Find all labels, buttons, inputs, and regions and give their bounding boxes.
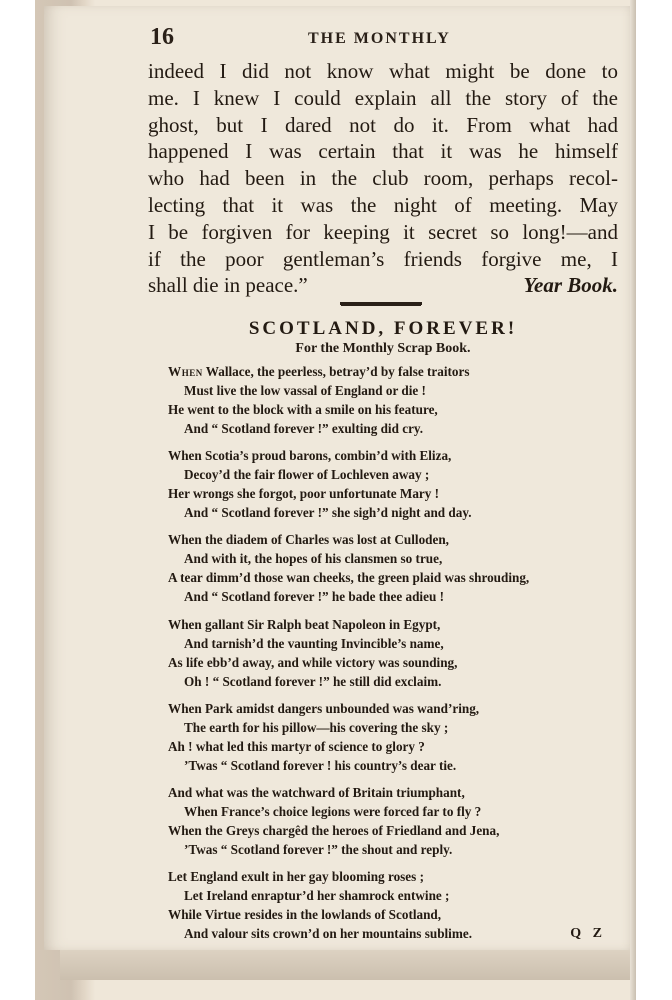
poem-verse: And valour sits crown’d on her mountains sublime.: [184, 926, 472, 942]
page-header: [150, 24, 610, 56]
poem-verse: When Scotia’s proud barons, combin’d with Eliza,: [168, 448, 452, 464]
poem-verse: Ah ! what led this martyr of science to glory ?: [168, 738, 425, 754]
prose-passage: [148, 58, 618, 299]
verse-text: Wallace, the peerless, betray’d by false traitors: [202, 364, 470, 379]
poem-verse: Decoy’d the fair flower of Lochleven away ;: [184, 467, 430, 483]
source-attribution: Year Book.: [523, 273, 618, 298]
poem-verse: He went to the block with a smile on his feature,: [168, 402, 438, 417]
poem-verse: And what was the watchward of Britain triumphant,: [168, 784, 465, 800]
poem-stanza: [168, 446, 620, 522]
page-bottom-edge: [60, 950, 632, 980]
poem-verse: Let Ireland enraptur’d her shamrock entwine ;: [184, 888, 450, 904]
poem-verse: ’Twas “ Scotland forever ! his country’s dear tie.: [184, 757, 457, 773]
poem-verse: Oh ! “ Scotland forever !” he still did exclaim.: [184, 673, 442, 689]
prose-line: if the poor gentleman’s friends forgive me, I: [148, 246, 618, 271]
poem-stanza: [168, 867, 620, 943]
running-head: THE MONTHLY: [308, 30, 451, 47]
poem-verse: And tarnish’d the vaunting Invincible’s name,: [184, 635, 444, 651]
prose-line: lecting that it was the night of meeting. May: [148, 192, 618, 217]
prose-line: me. I knew I could explain all the story of the: [148, 85, 618, 110]
prose-line: who had been in the club room, perhaps recol-: [148, 166, 618, 191]
poem-verse: Her wrongs she forgot, poor unfortunate Mary !: [168, 486, 440, 502]
poem-stanza: [168, 615, 620, 691]
poem-verse: When the Greys chargêd the heroes of Friedland and Jena,: [168, 822, 500, 838]
prose-line: ghost, but I dared not do it. From what had: [148, 112, 618, 137]
poem-stanza: [168, 362, 620, 438]
poem-verse: As life ebb’d away, and while victory was sounding,: [168, 654, 458, 670]
poem-verse: While Virtue resides in the lowlands of Scotland,: [168, 907, 442, 923]
prose-line: I be forgiven for keeping it secret so long!—and: [148, 219, 618, 244]
poem-subtitle: For the Monthly Scrap Book.: [295, 341, 471, 356]
prose-line: happened I was certain that it was he himself: [148, 139, 618, 164]
poem-verse: And “ Scotland forever !” she sigh’d night and day.: [184, 505, 472, 521]
poem-verse: ’Twas “ Scotland forever !” the shout and reply.: [184, 841, 453, 857]
poem-title: SCOTLAND, FOREVER!: [248, 318, 518, 339]
poem-stanza: [168, 530, 620, 606]
page-number: 16: [150, 24, 174, 50]
poem-verse: And with it, the hopes of his clansmen so true,: [184, 551, 443, 567]
poem-body: [168, 362, 620, 951]
first-word: When: [168, 364, 203, 379]
poem-final-line: [168, 924, 620, 943]
poem-verse: [168, 362, 620, 381]
poem-stanza: [168, 783, 620, 859]
poem-verse: When the diadem of Charles was lost at Culloden,: [168, 532, 449, 548]
poem-signature: Q Z: [570, 926, 606, 942]
poem-verse: Let England exult in her gay blooming roses ;: [168, 869, 424, 885]
poem-verse: And “ Scotland forever !” exulting did cry.: [184, 421, 424, 436]
prose-final-line: [148, 272, 618, 299]
poem-verse: When gallant Sir Ralph beat Napoleon in Egypt,: [168, 616, 441, 632]
poem-verse: A tear dimm’d those wan cheeks, the green plaid was shrouding,: [168, 570, 530, 586]
page-right-edge: [630, 0, 636, 1000]
poem-verse: When Park amidst dangers unbounded was wand’ring,: [168, 700, 480, 716]
prose-line: shall die in peace.”: [148, 273, 308, 298]
poem-verse: And “ Scotland forever !” he bade thee adieu !: [184, 589, 444, 605]
prose-line: indeed I did not know what might be done to: [148, 59, 618, 83]
poem-stanza: [168, 699, 620, 775]
poem-verse: The earth for his pillow—his covering the sky ;: [184, 719, 449, 735]
poem-verse: Must live the low vassal of England or die !: [184, 383, 426, 398]
poem-verse: When France’s choice legions were forced far to fly ?: [184, 803, 482, 819]
section-divider: [340, 302, 422, 305]
